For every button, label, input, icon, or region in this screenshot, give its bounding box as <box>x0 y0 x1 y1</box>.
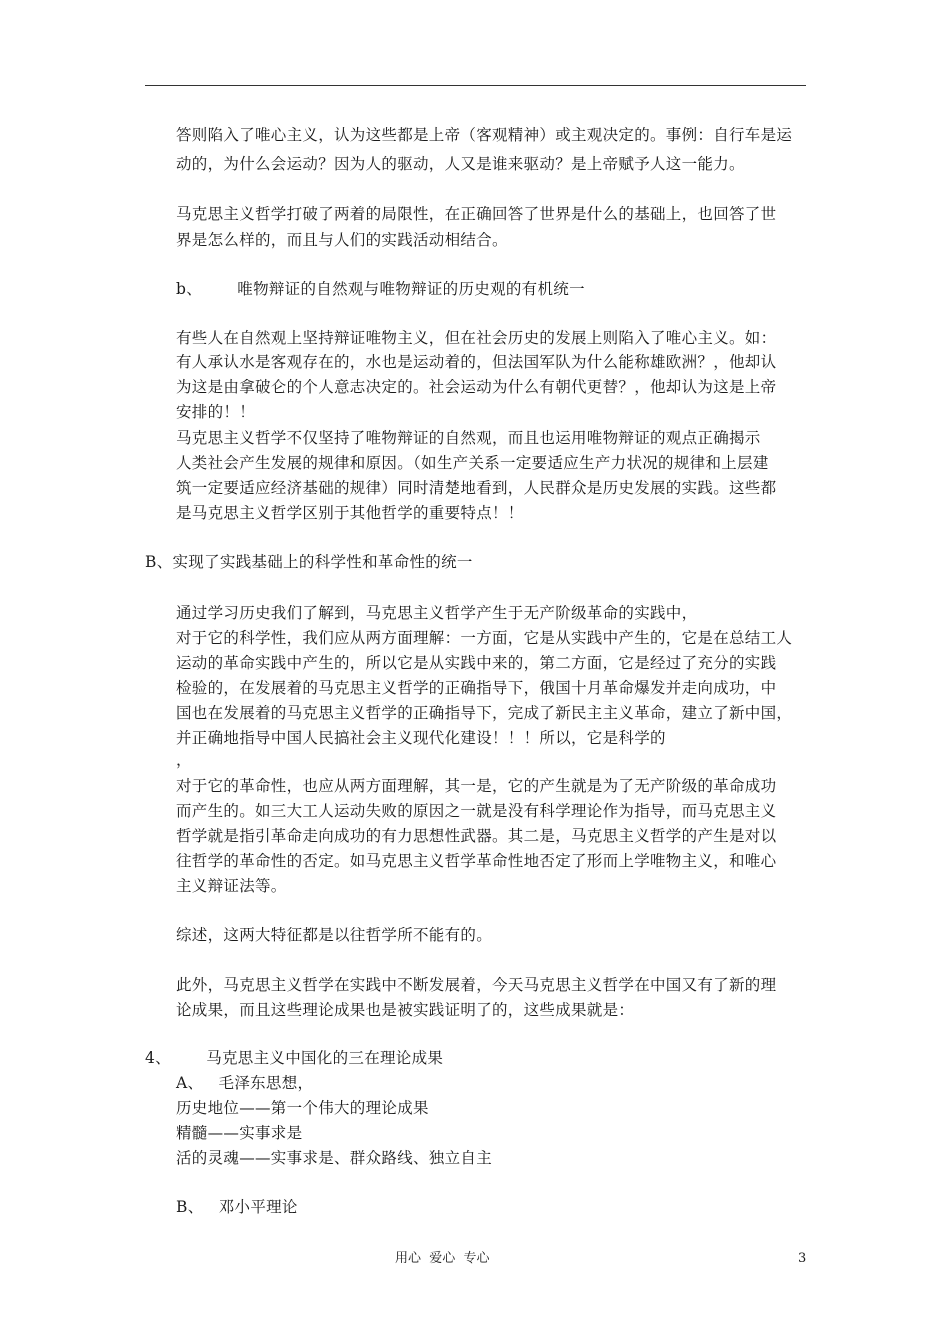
heading-text: 唯物辩证的自然观与唯物辩证的历史观的有机统一 <box>237 280 585 298</box>
paragraph-line: 对于它的革命性，也应从两方面理解，其一是，它的产生就是为了无产阶级的革命成功 <box>176 777 777 795</box>
section-heading-4 <box>145 1046 443 1070</box>
paragraph-line: 有些人在自然观上坚持辩证唯物主义，但在社会历史的发展上则陷入了唯心主义。如： <box>176 329 777 347</box>
page-number: 3 <box>798 1251 807 1266</box>
paragraph-line: 为这是由拿破仑的个人意志决定的。社会运动为什么有朝代更替？，他却认为这是上帝 <box>176 378 777 396</box>
paragraph-line: 马克思主义哲学不仅坚持了唯物辩证的自然观，而且也运用唯物辩证的观点正确揭示 <box>176 429 761 447</box>
footer-slogan: 用心 爱心 专心 <box>395 1251 490 1266</box>
heading-text: 马克思主义中国化的三在理论成果 <box>206 1049 444 1067</box>
paragraph-line: 有人承认水是客观存在的，水也是运动着的，但法国军队为什么能称雄欧洲？，他却认 <box>176 353 777 371</box>
paragraph-line: 此外，马克思主义哲学在实践中不断发展着，今天马克思主义哲学在中国又有了新的理 <box>176 976 777 994</box>
subsection-heading-B <box>176 1195 298 1219</box>
section-heading-b <box>176 277 585 301</box>
paragraph-line: 运动的革命实践中产生的，所以它是从实践中来的，第二方面，它是经过了充分的实践 <box>176 654 777 672</box>
paragraph-line: 人类社会产生发展的规律和原因。（如生产关系一定要适应生产力状况的规律和上层建 <box>176 454 769 472</box>
paragraph-line: 马克思主义哲学打破了两着的局限性，在正确回答了世界是什么的基础上，也回答了世 <box>176 205 777 223</box>
list-line: 精髓——实事求是 <box>176 1124 303 1142</box>
list-line: 历史地位——第一个伟大的理论成果 <box>176 1099 429 1117</box>
paragraph-line: 动的，为什么会运动？因为人的驱动，人又是谁来驱动？是上帝赋予人这一能力。 <box>176 155 745 173</box>
paragraph-line: 综述，这两大特征都是以往哲学所不能有的。 <box>176 926 493 944</box>
paragraph-line: 主义辩证法等。 <box>176 877 287 895</box>
paragraph-line: 筑一定要适应经济基础的规律）同时清楚地看到，人民群众是历史发展的实践。这些都 <box>176 479 777 497</box>
paragraph-line: 安排的！！ <box>176 403 256 421</box>
paragraph-line: ， <box>176 751 192 769</box>
paragraph-line: 界是怎么样的，而且与人们的实践活动相结合。 <box>176 231 508 249</box>
paragraph-line: 答则陷入了唯心主义，认为这些都是上帝（客观精神）或主观决定的。事例：自行车是运 <box>176 126 793 144</box>
paragraph-line: 对于它的科学性，我们应从两方面理解：一方面，它是从实践中产生的，它是在总结工人 <box>176 629 793 647</box>
subsection-title: 邓小平理论 <box>218 1198 298 1216</box>
heading-marker: 4、 <box>145 1049 171 1067</box>
paragraph-line: 往哲学的革命性的否定。如马克思主义哲学革命性地否定了形而上学唯物主义，和唯心 <box>176 852 777 870</box>
heading-marker: b、 <box>176 280 203 298</box>
paragraph-line: 而产生的。如三大工人运动失败的原因之一就是没有科学理论作为指导，而马克思主义 <box>176 802 777 820</box>
header-rule <box>145 85 806 86</box>
paragraph-line: 是马克思主义哲学区别于其他哲学的重要特点！！ <box>176 504 524 522</box>
subsection-marker: B、 <box>176 1198 204 1216</box>
paragraph-line: 哲学就是指引革命走向成功的有力思想性武器。其二是，马克思主义哲学的产生是对以 <box>176 827 777 845</box>
section-heading-B: B、实现了实践基础上的科学性和革命性的统一 <box>145 553 473 571</box>
paragraph-line: 论成果，而且这些理论成果也是被实践证明了的，这些成果就是： <box>176 1001 635 1019</box>
paragraph-line: 检验的，在发展着的马克思主义哲学的正确指导下，俄国十月革命爆发并走向成功，中 <box>176 679 777 697</box>
subsection-title: 毛泽东思想， <box>218 1074 314 1092</box>
subsection-marker: A、 <box>176 1074 204 1092</box>
paragraph-line: 通过学习历史我们了解到，马克思主义哲学产生于无产阶级革命的实践中， <box>176 604 698 622</box>
paragraph-line: 并正确地指导中国人民搞社会主义现代化建设！！！所以，它是科学的 <box>176 729 666 747</box>
list-line: 活的灵魂——实事求是、群众路线、独立自主 <box>176 1149 493 1167</box>
subsection-heading-A <box>176 1071 313 1095</box>
paragraph-line: 国也在发展着的马克思主义哲学的正确指导下，完成了新民主主义革命，建立了新中国， <box>176 704 793 722</box>
